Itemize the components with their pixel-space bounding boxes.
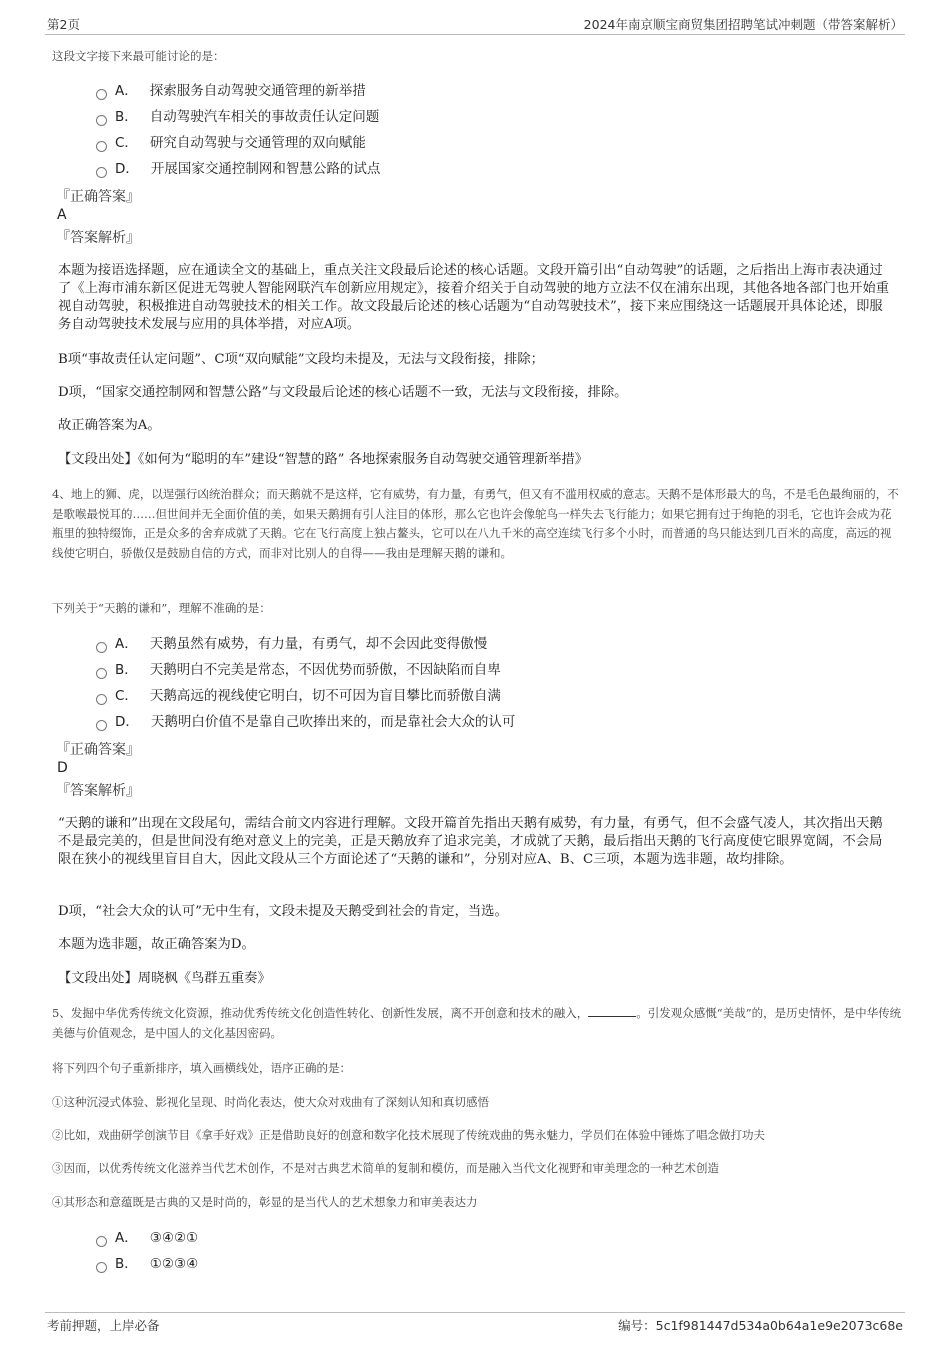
q3-option-c[interactable]: C． 研究自动驾驶与交通管理的双向赋能 xyxy=(96,133,366,153)
q4-analysis-label: 『答案解析』 xyxy=(56,783,140,799)
q4-analysis-paragraph: D项，“社会大众的认可”无中生有，文段未提及天鹅受到社会的肯定，当选。 xyxy=(58,904,508,919)
q4-passage: 4、地上的狮、虎，以逞强行凶统治群众；而天鹅就不是这样，它有威势，有力量，有勇气，但又有不滥用权威的意志。天鹅不是体形最大的鸟，不是毛色最绚丽的，不是歌喉最悦耳的……但世间并无全面价值的美，如果天鹅拥有引人注目的体形，那么它也许会像鸵鸟一样失去飞行能力；如果它拥有过于绚艳的羽毛，它也许会成为花瓶里的独特缀饰，正是众多的舍弃成就了天鹅。它在飞行高度上独占鳌头，它可以在八九千米的高空连续飞行多个小时，而普通的鸟只能达到几百米的高度，高远的视线使它明白，骄傲仅是鼓励自信的方式，而非对比别人的自得——我由是理解天鹅的谦和。 xyxy=(52,487,899,560)
footer-slogan: 考前押题，上岸必备 xyxy=(47,1318,160,1333)
radio-icon[interactable] xyxy=(96,89,107,100)
radio-icon[interactable] xyxy=(96,694,107,705)
q3-answer-label: 『正确答案』 xyxy=(56,189,140,205)
q4-analysis-paragraph: “天鹅的谦和”出现在文段尾句，需结合前文内容进行理解。文段开篇首先指出天鹅有威势，有力量，有勇气，但不会盛气凌人，其次指出天鹅不是最完美的，但是世间没有绝对意义上的完美，正是天鹅放弃了追求完美，才成就了天鹅，最后指出天鹅的飞行高度使它眼界宽阔，不会局限在狭小的视线里盲目自大，因此文段从三个方面论述了“天鹅的谦和”，分别对应A、B、C三项，本题为选非题，故均排除。 xyxy=(58,816,883,867)
q4-option-d[interactable]: D． 天鹅明白价值不是靠自己吹捧出来的，而是靠社会大众的认可 xyxy=(96,712,515,732)
q5-sentence: ①这种沉浸式体验、影视化呈现、时尚化表达，使大众对戏曲有了深刻认知和真切感悟 xyxy=(52,1095,489,1109)
q3-answer: A xyxy=(57,207,67,223)
q5-prompt: 将下列四个句子重新排序，填入画横线处，语序正确的是： xyxy=(52,1061,351,1075)
radio-icon[interactable] xyxy=(96,141,107,152)
q3-analysis-paragraph: D项，“国家交通控制网和智慧公路”与文段最后论述的核心话题不一致，无法与文段衔接，排除。 xyxy=(58,385,628,400)
q4-analysis-conclusion: 本题为选非题，故正确答案为D。 xyxy=(58,937,255,952)
q4-option-b[interactable]: B． 天鹅明白不完美是常态，不因优势而骄傲，不因缺陷而自卑 xyxy=(96,660,501,680)
q3-analysis-paragraph: 本题为接语选择题，应在通读全文的基础上，重点关注文段最后论述的核心话题。文段开篇引出“自动驾驶”的话题，之后指出上海市表决通过了《上海市浦东新区促进无驾驶人智能网联汽车创新应用规定》，接着介绍关于自动驾驶的地方立法不仅在浦东出现，其他各地各部门也开始重视自动驾驶，积极推进自动驾驶技术的相关工作。故文段最后论述的核心话题为“自动驾驶技术”，接下来应围绕这一话题展开具体论述，即服务自动驾驶技术发展与应用的具体举措，对应A项。 xyxy=(58,263,890,332)
q4-answer: D xyxy=(57,760,68,776)
q3-source: 【文段出处】《如何为“聪明的车”建设“智慧的路” 各地探索服务自动驾驶交通管理新举措》 xyxy=(58,452,589,467)
radio-icon[interactable] xyxy=(96,1236,107,1247)
q3-analysis-conclusion: 故正确答案为A。 xyxy=(58,418,161,433)
q5-option-b[interactable]: B． ①②③④ xyxy=(96,1254,198,1274)
q3-option-b[interactable]: B． 自动驾驶汽车相关的事故责任认定问题 xyxy=(96,107,379,127)
q5-sentence: ②比如，戏曲研学创演节目《拿手好戏》正是借助良好的创意和数字化技术展现了传统戏曲的隽永魅力，学员们在体验中锤炼了唱念做打功夫 xyxy=(52,1128,765,1142)
page-footer xyxy=(45,1312,905,1337)
document-title: 2024年南京顺宝商贸集团招聘笔试冲刺题（带答案解析） xyxy=(583,17,903,32)
radio-icon[interactable] xyxy=(96,720,107,731)
q5-option-a[interactable]: A． ③④②① xyxy=(96,1228,198,1248)
q4-option-a[interactable]: A． 天鹅虽然有威势，有力量，有勇气，却不会因此变得傲慢 xyxy=(96,634,487,654)
q4-prompt: 下列关于“天鹅的谦和”，理解不准确的是： xyxy=(52,601,271,615)
page-number: 第2页 xyxy=(47,17,80,32)
radio-icon[interactable] xyxy=(96,167,107,178)
radio-icon[interactable] xyxy=(96,1262,107,1273)
q4-answer-label: 『正确答案』 xyxy=(56,742,140,758)
q3-prompt: 这段文字接下来最可能讨论的是： xyxy=(52,49,225,63)
q3-analysis-label: 『答案解析』 xyxy=(56,230,140,246)
q5-sentence: ④其形态和意蕴既是古典的又是时尚的，彰显的是当代人的艺术想象力和审美表达力 xyxy=(52,1195,478,1209)
q3-option-a[interactable]: A． 探索服务自动驾驶交通管理的新举措 xyxy=(96,81,366,101)
q5-sentence: ③因而，以优秀传统文化滋养当代艺术创作，不是对古典艺术简单的复制和模仿，而是融入当代文化视野和审美理念的一种艺术创造 xyxy=(52,1161,719,1175)
q4-source: 【文段出处】周晓枫《鸟群五重奏》 xyxy=(58,971,271,986)
radio-icon[interactable] xyxy=(96,115,107,126)
fill-blank xyxy=(588,1006,636,1017)
page-header xyxy=(45,14,905,35)
q3-option-d[interactable]: D． 开展国家交通控制网和智慧公路的试点 xyxy=(96,159,380,179)
q4-option-c[interactable]: C． 天鹅高远的视线使它明白，切不可因为盲目攀比而骄傲自满 xyxy=(96,686,501,706)
radio-icon[interactable] xyxy=(96,668,107,679)
q3-analysis-paragraph: B项“事故责任认定问题”、C项“双向赋能”文段均未提及，无法与文段衔接，排除； xyxy=(58,352,544,367)
document-code: 编号：5c1f981447d534a0b64a1e9e2073c68e xyxy=(618,1318,903,1333)
q5-passage: 5、发掘中华优秀传统文化资源，推动优秀传统文化创造性转化、创新性发展，离不开创意和技术的融入， 。引发观众感慨“美哉”的，是历史情怀，是中华传统美德与价值观念，是中国人的文化基因密码。 xyxy=(52,1006,902,1040)
radio-icon[interactable] xyxy=(96,642,107,653)
